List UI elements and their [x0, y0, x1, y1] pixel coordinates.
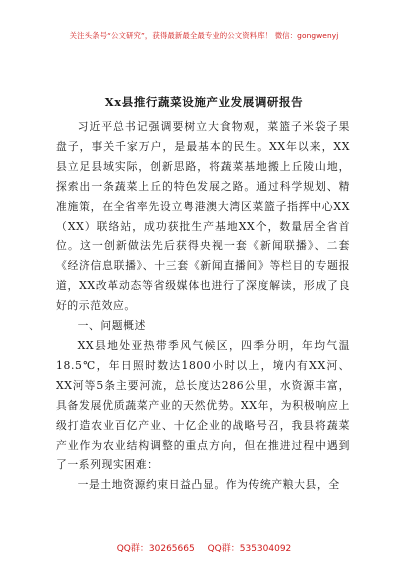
qq-group-2: QQ群：535304092: [207, 544, 292, 554]
paragraph-intro: 习近平总书记强调要树立大食物观，菜篮子米袋子果盘子，事关千家万户，是最基本的民生。XX年以来，XX县立足县域实际，创新思路，将蔬菜基地搬上丘陵山地，探索出一条蔬菜上丘的特色发展之路。通过科学规划、精准施策，在全省率先设立粤港澳大湾区菜篮子指挥中心XX（XX）联络站，成功获批生产基地XX个，数量居全省首位。这一创新做法先后获得央视一套《新闻联播》、二套《经济信息联播》、十三套《新闻直播间》等栏目的专题报道，XX改革动态等省级媒体也进行了深度解读，形成了良好的示范效应。: [56, 120, 350, 313]
section-heading: 一、问题概述: [77, 319, 146, 333]
qq-group-1: QQ群：30265665: [116, 544, 195, 554]
document-body: [56, 117, 350, 495]
document-title: Xx县推行蔬菜设施产业发展调研报告: [104, 95, 304, 109]
promo-header: 关注头条号“公文研究”，获得最新最全最专业的公文资料库！ 微信：gongwenyj: [69, 31, 339, 40]
page-footer: [0, 541, 408, 554]
paragraph-point-one: 一是土地资源约束日益凸显。作为传统产粮大县，全: [77, 478, 340, 492]
paragraph-overview: XX县地处亚热带季风气候区，四季分明，年均气温18.5℃，年日照时数达1800小时以上，境内有XX河、XX河等5条主要河流，总长度达286公里，水资源丰富，具备发展优质蔬菜产业的天然优势。XX年，为积极响应上级打造农业百亿产业、十亿企业的战略号召，我县将蔬菜产业作为农业结构调整的重点方向，但在推进过程中遇到了一系列现实困难：: [56, 338, 350, 472]
